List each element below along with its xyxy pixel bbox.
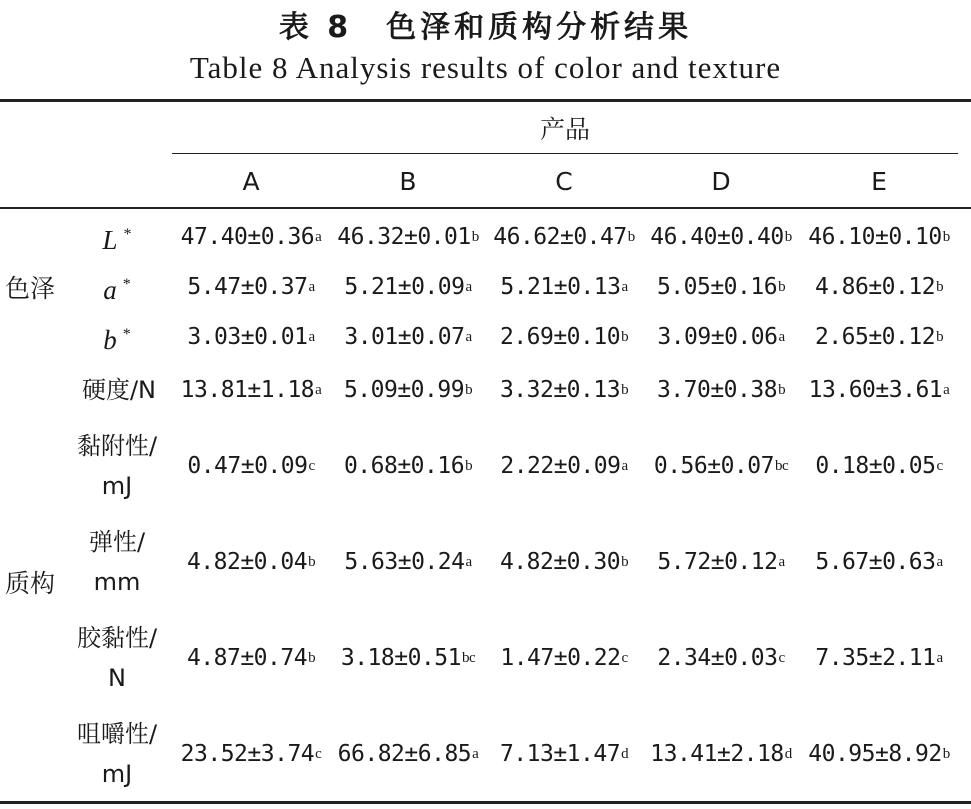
value-cell-r6-d: 5.72±0.12 a (657, 549, 785, 575)
value-cell-r5-b: 0.68±0.16 b (343, 453, 473, 479)
table-title-en: Table 8 Analysis results of color and texture (189, 50, 782, 85)
value-cell-r3-c: 2.69±0.10 b (499, 324, 629, 350)
column-header-e: E (871, 166, 887, 196)
value-cell-r8-e: 40.95±8.92 b (808, 741, 950, 767)
value-cell-r1-a: 47.40±0.36 a (180, 224, 322, 250)
attr-label-springiness: 弹性/ mm (88, 528, 146, 596)
value-cell-r1-e: 46.10±0.10 b (808, 224, 950, 250)
attr-label-a: a * (103, 274, 131, 305)
value-cell-r4-b: 5.09±0.99 b (343, 377, 473, 403)
value-cell-r3-a: 3.03±0.01 a (187, 324, 315, 350)
value-cell-r6-c: 4.82±0.30 b (499, 549, 629, 575)
value-cell-r4-c: 3.32±0.13 b (499, 377, 629, 403)
value-cell-r5-d: 0.56±0.07 bc (653, 453, 789, 479)
value-cell-r2-d: 5.05±0.16 b (656, 274, 786, 300)
value-cell-r4-d: 3.70±0.38 b (656, 377, 786, 403)
attr-label-adhesiveness: 黏附性/ mJ (76, 432, 158, 500)
table-title-cn: 表 8 色泽和质构分析结果 (278, 10, 693, 45)
column-header-a: A (242, 166, 260, 196)
value-cell-r8-b: 66.82±6.85 a (337, 741, 479, 767)
value-cell-r3-d: 3.09±0.06 a (657, 324, 785, 350)
group-label-color: 色泽 (4, 274, 55, 303)
column-header-b: B (399, 166, 417, 196)
value-cell-r8-c: 7.13±1.47 d (499, 741, 629, 767)
column-header-d: D (711, 166, 731, 196)
value-cell-r1-b: 46.32±0.01 b (337, 224, 479, 250)
value-cell-r7-b: 3.18±0.51 bc (340, 645, 476, 671)
value-cell-r3-b: 3.01±0.07 a (344, 324, 472, 350)
value-cell-r6-a: 4.82±0.04 b (186, 549, 316, 575)
value-cell-r8-d: 13.41±2.18 d (650, 741, 792, 767)
value-cell-r5-a: 0.47±0.09 c (187, 453, 315, 479)
attr-label-b: b * (103, 324, 131, 355)
value-cell-r4-e: 13.60±3.61 a (808, 377, 950, 403)
value-cell-r1-c: 46.62±0.47 b (493, 224, 635, 250)
attr-label-chewiness: 咀嚼性/ mJ (76, 720, 158, 788)
value-cell-r1-d: 46.40±0.40 b (650, 224, 792, 250)
value-cell-r2-b: 5.21±0.09 a (344, 274, 472, 300)
value-cell-r5-e: 0.18±0.05 c (815, 453, 943, 479)
top-rule (0, 99, 971, 102)
value-cell-r7-d: 2.34±0.03 c (657, 645, 785, 671)
value-cell-r4-a: 13.81±1.18 a (180, 377, 322, 403)
header-bottom-rule (0, 207, 971, 209)
value-cell-r7-c: 1.47±0.22 c (500, 645, 628, 671)
value-cell-r2-e: 4.86±0.12 b (814, 274, 944, 300)
value-cell-r2-c: 5.21±0.13 a (500, 274, 628, 300)
value-cell-r5-c: 2.22±0.09 a (500, 453, 628, 479)
attr-label-l: L * (102, 224, 132, 255)
value-cell-r8-a: 23.52±3.74 c (180, 741, 322, 767)
header-sub-rule (172, 153, 958, 154)
product-group-header: 产品 (539, 115, 590, 144)
column-header-c: C (555, 166, 573, 196)
value-cell-r6-b: 5.63±0.24 a (344, 549, 472, 575)
value-cell-r7-a: 4.87±0.74 b (186, 645, 316, 671)
attr-label-hardness: 硬度/N (81, 376, 157, 404)
value-cell-r3-e: 2.65±0.12 b (814, 324, 944, 350)
value-cell-r6-e: 5.67±0.63 a (815, 549, 943, 575)
attr-label-gumminess: 胶黏性/ N (76, 624, 158, 692)
group-label-texture: 质构 (4, 569, 55, 598)
value-cell-r7-e: 7.35±2.11 a (815, 645, 943, 671)
value-cell-r2-a: 5.47±0.37 a (187, 274, 315, 300)
